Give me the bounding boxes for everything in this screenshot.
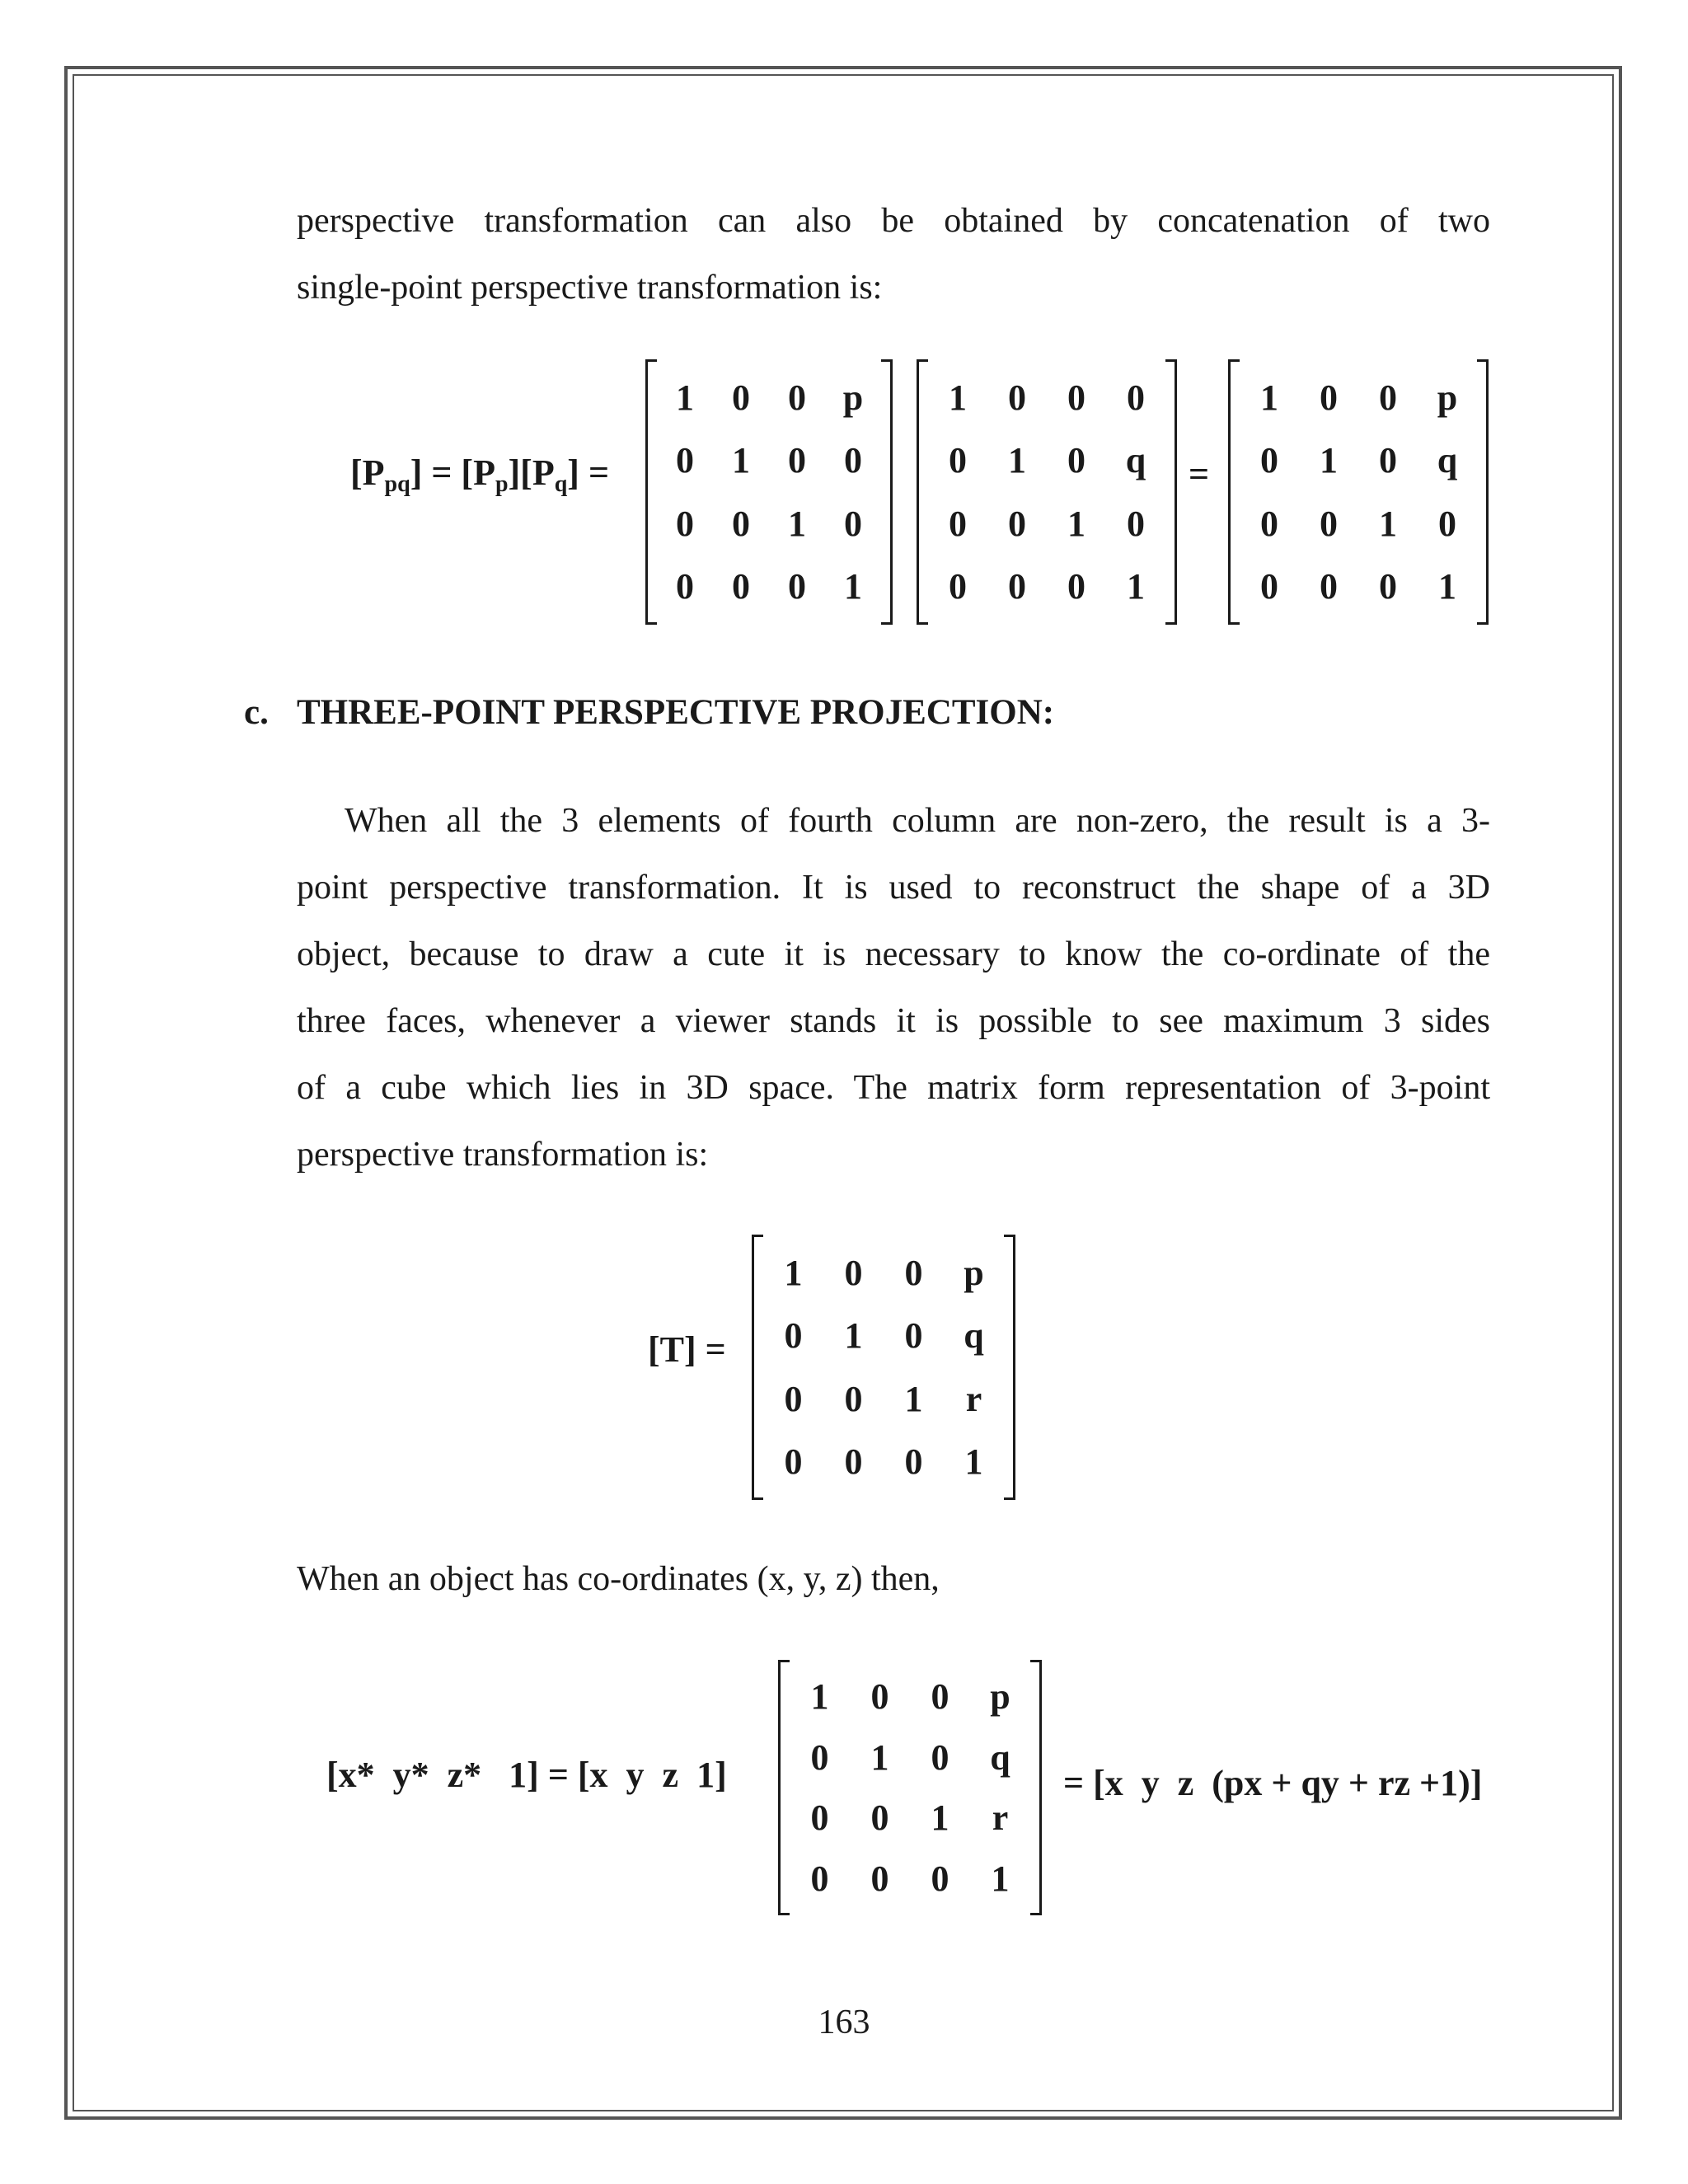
matrix-cell: 0: [931, 1736, 950, 1778]
matrix-cell: 0: [1067, 377, 1085, 418]
body-line-5: of a cube which lies in 3D space. The matrix form representation of 3-point: [297, 1069, 1490, 1107]
matrix-cell: q: [990, 1736, 1010, 1778]
matrix-cell: 1: [1438, 566, 1456, 607]
body-line-6: perspective transformation is:: [297, 1136, 709, 1174]
matrix-cell: 0: [784, 1315, 803, 1357]
matrix-cell: 1: [931, 1797, 950, 1839]
matrix-cell: 0: [732, 503, 750, 544]
matrix-cell: 0: [784, 1378, 803, 1419]
matrix-cell: 1: [844, 566, 862, 607]
matrix-cell: 0: [949, 440, 967, 481]
matrix-cell: 0: [810, 1797, 829, 1839]
matrix-cell: 0: [810, 1858, 829, 1899]
matrix-cell: 0: [904, 1441, 923, 1483]
matrix-cell: 0: [1008, 566, 1026, 607]
section-title: THREE-POINT PERSPECTIVE PROJECTION:: [297, 693, 1055, 732]
eq1-equals: =: [1189, 454, 1210, 494]
matrix-cell: 0: [1379, 377, 1397, 418]
matrix-cell: 0: [1127, 377, 1145, 418]
matrix-cell: 0: [788, 566, 806, 607]
matrix-cell: 0: [810, 1736, 829, 1778]
body-line-2: point perspective transformation. It is used to reconstruct the shape of a 3D: [297, 869, 1490, 907]
matrix-cell: 0: [1260, 566, 1278, 607]
matrix-cell: 0: [1438, 503, 1456, 544]
section-letter: c.: [244, 693, 269, 732]
matrix-3pt: [778, 1660, 1042, 1915]
matrix-cell: 0: [949, 566, 967, 607]
matrix-cell: 0: [1008, 377, 1026, 418]
matrix-cell: p: [964, 1252, 984, 1293]
matrix-cell: 0: [931, 1676, 950, 1718]
matrix-cell: 0: [904, 1315, 923, 1357]
eq1-label: $[P_{pq}] = [P_p][P_q]$ =: [350, 452, 610, 497]
matrix-cell: 0: [844, 503, 862, 544]
matrix-cell: 0: [788, 377, 806, 418]
matrix-cell: 0: [1067, 566, 1085, 607]
matrix-cell: p: [842, 377, 864, 418]
matrix-cell: 0: [676, 503, 694, 544]
matrix-cell: q: [964, 1315, 984, 1357]
matrix-cell: 1: [1008, 440, 1026, 481]
matrix-t: [752, 1235, 1015, 1500]
matrix-p: [645, 359, 893, 625]
intro-line-2: single-point perspective transformation is:: [297, 269, 883, 307]
matrix-cell: p: [990, 1676, 1010, 1718]
matrix-cell: 0: [1320, 377, 1338, 418]
matrix-cell: 0: [844, 1252, 863, 1293]
matrix-cell: 1: [964, 1441, 983, 1483]
intro-line-1: perspective transformation can also be obtained by concatenation of two: [297, 202, 1490, 240]
matrix-cell: 0: [1379, 566, 1397, 607]
matrix-cell: 1: [810, 1676, 829, 1718]
matrix-cell: 0: [1260, 503, 1278, 544]
matrix-cell: 1: [676, 377, 694, 418]
matrix-cell: 0: [1379, 440, 1397, 481]
matrix-cell: 0: [870, 1858, 889, 1899]
matrix-pq: [1228, 359, 1489, 625]
matrix-cell: 1: [784, 1252, 803, 1293]
matrix-cell: r: [965, 1378, 982, 1419]
body-line-3: object, because to draw a cute it is necessary to know the co-ordinate of the: [297, 935, 1490, 973]
matrix-cell: 0: [1127, 503, 1145, 544]
matrix-cell: 0: [1320, 566, 1338, 607]
matrix-cell: 1: [1067, 503, 1085, 544]
matrix-q: [917, 359, 1177, 625]
matrix-cell: q: [1437, 440, 1458, 481]
matrix-cell: 0: [1320, 503, 1338, 544]
matrix-cell: 1: [1320, 440, 1338, 481]
matrix-cell: 0: [931, 1858, 950, 1899]
matrix-cell: 0: [732, 377, 750, 418]
matrix-cell: 1: [788, 503, 806, 544]
matrix-cell: q: [1125, 440, 1146, 481]
matrix-cell: 0: [844, 1441, 863, 1483]
matrix-cell: 0: [870, 1676, 889, 1718]
matrix-cell: 1: [1379, 503, 1397, 544]
body-line-4: three faces, whenever a viewer stands it is possible to see maximum 3 sides: [297, 1002, 1490, 1040]
matrix-cell: 0: [949, 503, 967, 544]
matrix-cell: 1: [904, 1378, 923, 1419]
matrix-cell: 1: [1127, 566, 1145, 607]
eq3-lhs: [x* y* z* 1] = [x y z 1]: [326, 1755, 727, 1795]
matrix-cell: 1: [1260, 377, 1278, 418]
coords-text: When an object has co-ordinates (x, y, z) then,: [297, 1560, 940, 1598]
page-number: 163: [818, 2004, 870, 2041]
matrix-cell: 0: [788, 440, 806, 481]
matrix-cell: 0: [732, 566, 750, 607]
matrix-cell: 1: [844, 1315, 863, 1357]
matrix-cell: 0: [676, 440, 694, 481]
matrix-cell: 0: [1260, 440, 1278, 481]
matrix-cell: 0: [784, 1441, 803, 1483]
section-heading: [244, 692, 1054, 733]
matrix-cell: 1: [870, 1736, 889, 1778]
matrix-cell: 0: [844, 1378, 863, 1419]
matrix-cell: 0: [870, 1797, 889, 1839]
matrix-cell: 1: [732, 440, 750, 481]
matrix-cell: p: [1437, 377, 1458, 418]
matrix-cell: 0: [904, 1252, 923, 1293]
eq2-label: [T] =: [648, 1329, 726, 1370]
matrix-cell: 1: [949, 377, 967, 418]
matrix-cell: 0: [844, 440, 862, 481]
matrix-cell: 0: [676, 566, 694, 607]
matrix-cell: 1: [991, 1858, 1010, 1899]
matrix-cell: r: [992, 1797, 1009, 1839]
body-line-1: When all the 3 elements of fourth column are non-zero, the result is a 3-: [345, 802, 1490, 840]
matrix-cell: 0: [1067, 440, 1085, 481]
matrix-cell: 0: [1008, 503, 1026, 544]
eq3-rhs: = [x y z (px + qy + rz +1)]: [1063, 1763, 1483, 1803]
